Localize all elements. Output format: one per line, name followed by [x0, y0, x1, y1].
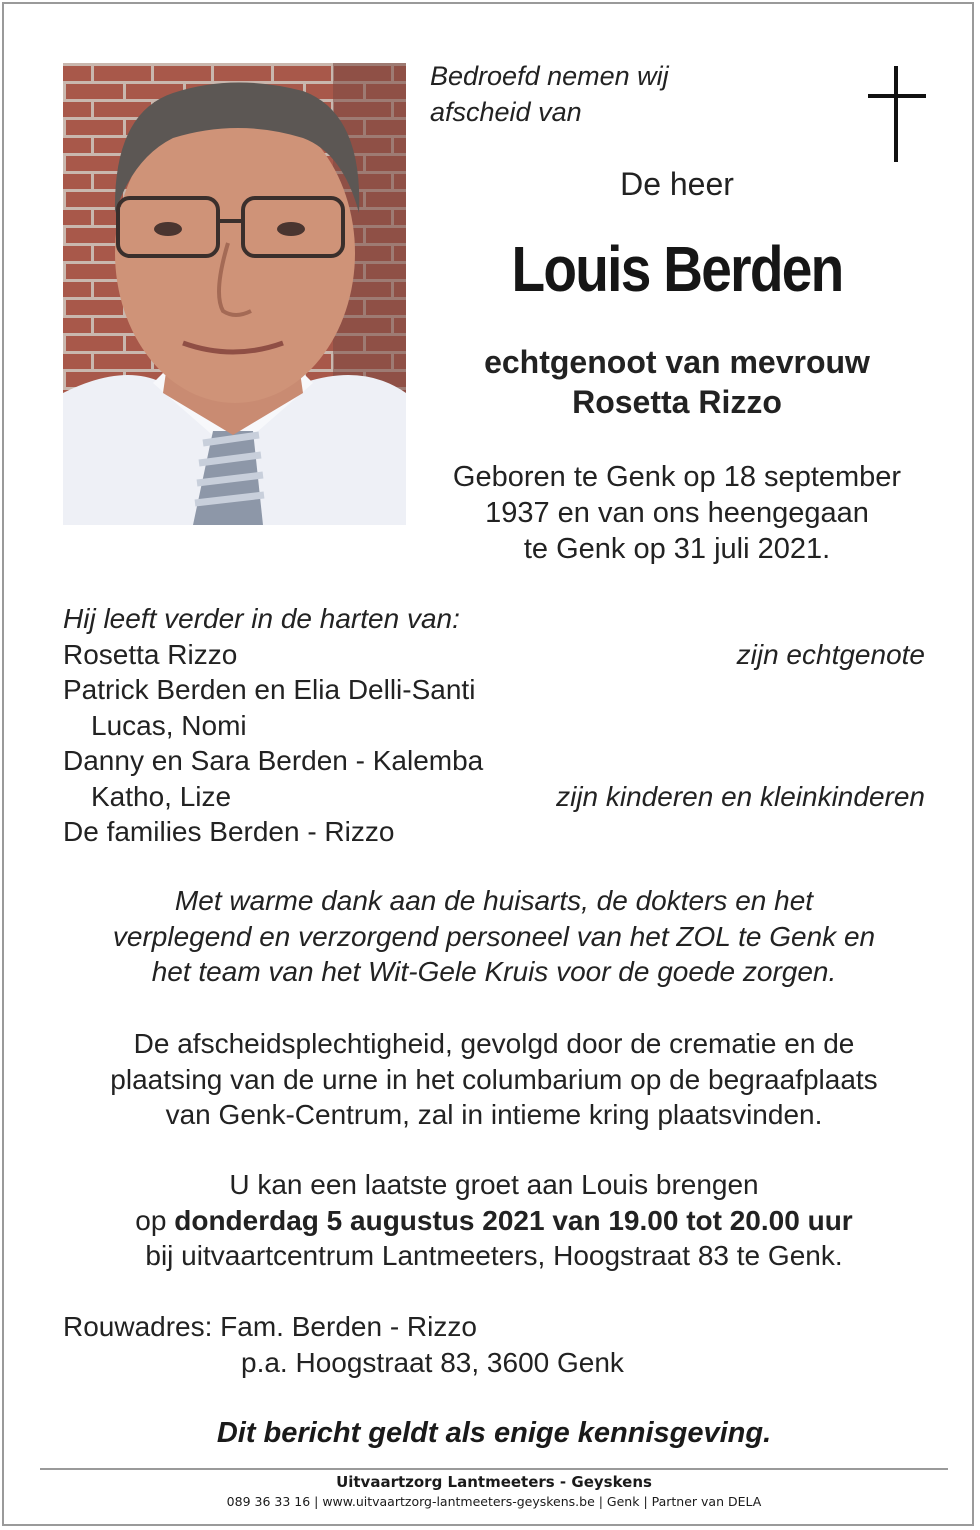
visit-line-2	[44, 1203, 944, 1239]
intro-text	[430, 58, 669, 130]
born-line-2: 1937 en van ons heengegaan	[485, 497, 869, 529]
thanks-paragraph	[44, 883, 944, 990]
visit-line-1: U kan een laatste groet aan Louis brengen	[229, 1169, 759, 1200]
born-line-3: te Genk op 31 juli 2021.	[523, 533, 831, 565]
spouse-line-1: echtgenoot van mevrouw	[484, 344, 870, 380]
survivor-row	[63, 708, 925, 744]
cross-icon	[868, 66, 926, 162]
intro-line-1: Bedroefd nemen wij	[430, 61, 669, 91]
thanks-line-1: Met warme dank aan de huisarts, de dokters en het	[174, 885, 814, 916]
footer-divider	[40, 1468, 948, 1470]
thanks-line-3: het team van het Wit-Gele Kruis voor de goede zorgen.	[151, 956, 837, 987]
survivor-name: Rosetta Rizzo	[63, 638, 238, 670]
survivor-row	[63, 814, 925, 850]
survivor-name: Patrick Berden en Elia Delli-Santi	[63, 674, 476, 705]
ceremony-line-2: plaatsing van de urne in het columbarium op de begraafplaats	[110, 1063, 878, 1095]
visit-datetime: donderdag 5 augustus 2021 van 19.00 tot 20.00 uur	[174, 1204, 853, 1236]
visitation-paragraph	[44, 1167, 944, 1274]
notice-statement: Dit bericht geldt als enige kennisgeving.	[216, 1417, 772, 1449]
survivor-name: Lucas, Nomi	[91, 709, 247, 741]
thanks-line-2: verplegend en verzorgend personeel van het ZOL te Genk en	[112, 920, 876, 952]
visit-line-3: bij uitvaartcentrum Lantmeeters, Hoogstraat 83 te Genk.	[145, 1240, 843, 1271]
survivor-relation: zijn echtgenote	[736, 638, 925, 670]
survivor-relation: zijn kinderen en kleinkinderen	[556, 780, 925, 812]
footer-company: Uitvaartzorg Lantmeeters - Geyskens	[336, 1473, 652, 1491]
spouse-block	[430, 342, 924, 422]
survivor-name: Danny en Sara Berden - Kalemba	[63, 745, 484, 776]
obituary-card	[2, 2, 974, 1526]
born-line-1: Geboren te Genk op 18 september	[452, 461, 902, 493]
survivor-name: Katho, Lize	[91, 780, 232, 812]
survivors-heading: Hij leeft verder in de harten van:	[63, 603, 460, 634]
survivors-list	[63, 601, 925, 850]
birth-death-block	[430, 459, 924, 567]
mourning-address	[63, 1309, 763, 1380]
deceased-name: Louis Berden	[511, 233, 843, 305]
survivor-row	[63, 672, 925, 708]
survivor-row	[63, 743, 925, 779]
ceremony-paragraph	[44, 1026, 944, 1133]
intro-line-2: afscheid van	[430, 97, 582, 127]
visit-prefix: op	[135, 1204, 167, 1236]
ceremony-line-1: De afscheidsplechtigheid, gevolgd door de crematie en de	[133, 1028, 855, 1059]
honorific: De heer	[620, 166, 734, 202]
ceremony-line-3: van Genk-Centrum, zal in intieme kring plaatsvinden.	[165, 1099, 823, 1130]
survivor-name: De families Berden - Rizzo	[63, 816, 395, 847]
footer-details: 089 36 33 16 | www.uitvaartzorg-lantmeeters-geyskens.be | Genk | Partner van DELA	[226, 1494, 762, 1509]
survivor-row	[63, 637, 925, 673]
spouse-line-2: Rosetta Rizzo	[572, 384, 782, 420]
address-line-2: p.a. Hoogstraat 83, 3600 Genk	[241, 1346, 624, 1378]
survivor-row	[63, 779, 925, 815]
portrait-photo	[63, 63, 406, 525]
address-line-1: Rouwadres: Fam. Berden - Rizzo	[63, 1311, 477, 1342]
